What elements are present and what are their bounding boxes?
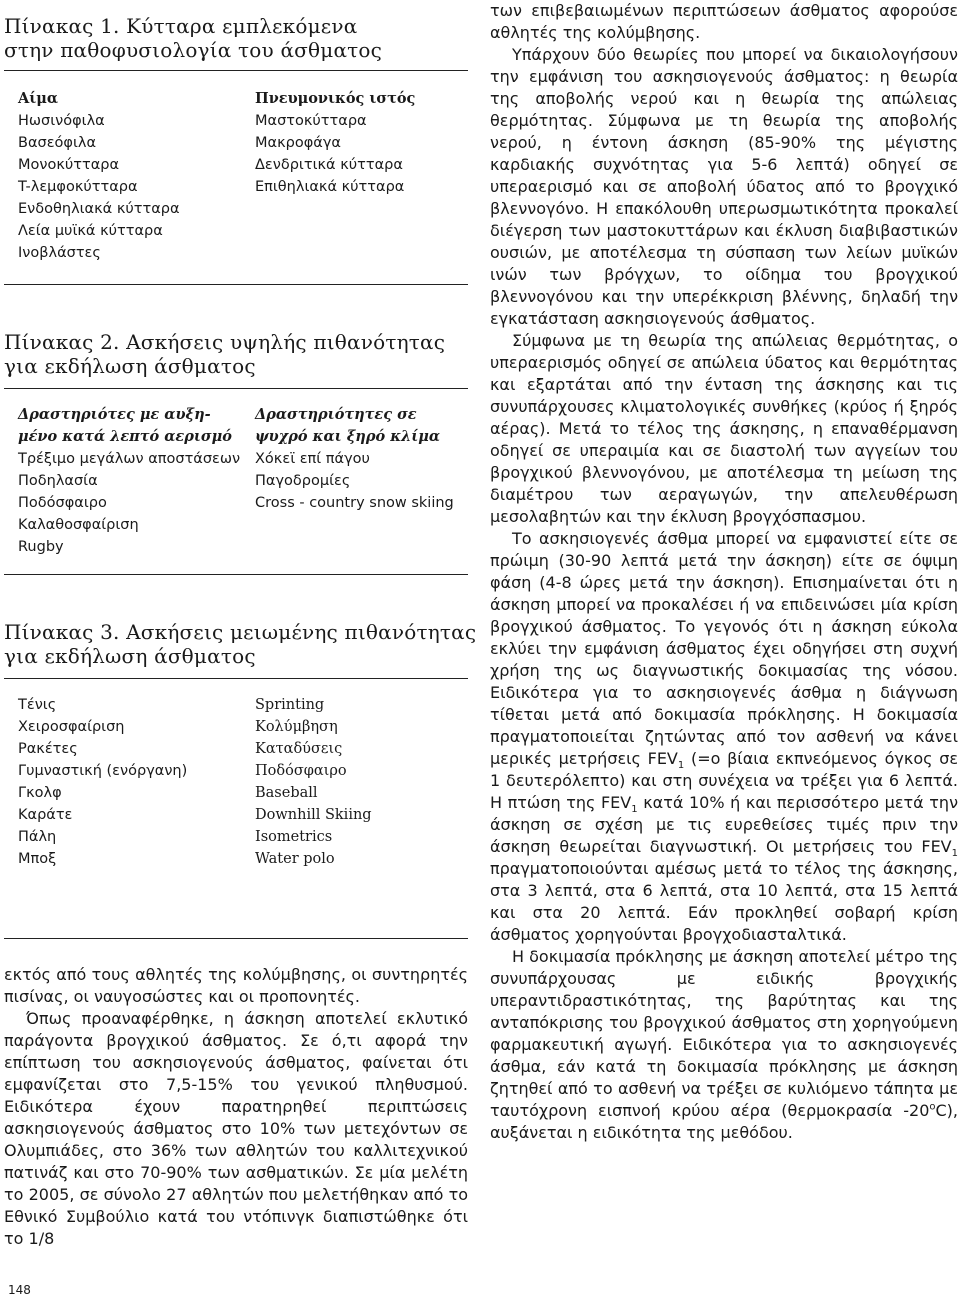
table3-left-column: Τένις Χειροσφαίριση Ρακέτες Γυμναστική (ενόργανη) Γκολφ Καράτε Πάλη Μποξ [18,697,188,867]
left-body-text [4,964,468,1250]
table3-title: Πίνακας 3. Ασκήσεις μειωμένης πιθανότητας για εκδήλωση άσθματος [4,620,477,668]
paragraph: Σύμφωνα με τη θεωρία της απώλειας θερμότητας, ο υπεραερισμός οδηγεί σε απώλεια ύδατος και θερμότητας και εξαρτάται από την ένταση της άσκησης και τις συνυπάρχουσες κλιματολογικές συνθήκες (κρύος ή ξηρός αέρας). Μετά το τέλος της άσκησης, η επαναθέρμανση οδηγεί σε υπεραιμία και σε διαστολή των αγγείων του βρογχικού βλεννογόνου, με αποτέλεσμα τη μείωση της διαμέτρου των αεραγωγών, την απελευθέρωση μεσολαβητών και την έκλυση βρογχόσπασμου. [490,331,958,526]
divider [4,938,468,939]
divider [4,388,468,389]
table1-left-column: Αίμα Ηωσινόφιλα Βασεόφιλα Μονοκύτταρα T-λεμφοκύτταρα Ενδοθηλιακά κύτταρα Λεία μυϊκά κύτταρα Ινοβλάστες [18,90,180,261]
table1-right-column: Πνευμονικός ιστός Μαστοκύτταρα Μακροφάγα Δενδριτικά κύτταρα Επιθηλιακά κύτταρα [255,90,416,195]
divider [4,284,468,285]
table2-title: Πίνακας 2. Ασκήσεις υψηλής πιθανότητας για εκδήλωση άσθματος [4,330,446,378]
paragraph: Όπως προαναφέρθηκε, η άσκηση αποτελεί εκλυτικό παράγοντα βρογχικού άσθματος. Σε ό,τι αφορά την επίπτωση του ασκησιογενούς άσθματος, φαίνεται ότι εμφανίζεται στο 7,5-15% του γενικού πληθυσμού. Ειδικότερα έχουν παρατηρηθεί περιπτώσεις ασκησιογενούς άσθματος στο 10% των μετεχόντων σε Ολυμπιάδες, στο 36% των αθλητών του καλλιτεχνικού πατινάζ και στο 70-90% των ασθματικών. Σε μία μελέτη το 2005, σε σύνολο 27 αθλητών που μελετήθηκαν από το Εθνικό Συμβούλιο κατά του ντόπινγκ διαπιστώθηκε ότι το 1/8 [4,1009,468,1248]
right-body-text [490,0,958,1144]
divider [4,70,468,71]
divider [4,574,468,575]
paragraph: των επιβεβαιωμένων περιπτώσεων άσθματος αφορούσε αθλητές της κολύμβησης. [490,1,958,42]
paragraph: εκτός από τους αθλητές της κολύμβησης, οι συντηρητές πισίνας, οι ναυγοσώστες και οι προπονητές. [4,965,468,1006]
table2-right-column: Δραστηριότητες σε ψυχρό και ξηρό κλίμα Χόκεϊ επί πάγου Παγοδρομίες Cross - country snow skiing [255,406,454,511]
paragraph: Η δοκιμασία πρόκλησης με άσκηση αποτελεί μέτρο της συνυπάρχουσας με ειδικής βρογχικής υπεραντιδραστικότητας, της βαρύτητας και της ανταπόκρισης του βρογχικού άσθματος στη χορηγούμενη φαρμακευτική αγωγή. Ειδικότερα για το ασκησιογενές άσθμα, εάν κατά τη δοκιμασία πρόκλησης με άσκηση ζητηθεί από το ασθενή να τρέξει σε κυλιόμενο τάπητα με ταυτόχρονη εισπνοή κρύου αέρα (θερμοκρασία $-20^oC$), αυξάνεται η ειδικότητα της μεθόδου. [490,947,958,1142]
table1-title: Πίνακας 1. Κύτταρα εμπλεκόμενα στην παθοφυσιολογία του άσθματος [4,14,383,62]
divider [4,678,468,679]
paragraph: Υπάρχουν δύο θεωρίες που μπορεί να δικαιολογήσουν την εμφάνιση του ασκησιογενούς άσθματος: η θεωρία της αποβολής νερού και η θεωρία της απώλειας θερμότητας. Σύμφωνα με τη θεωρία της αποβολής νερού, η έντονη άσκηση (85-90% της μέγιστης καρδιακής συχνότητας για 5-6 λεπτά) οδηγεί σε υπεραερισμό και σε αποβολή ύδατος από το βρογχικό βλεννογόνο. Η επακόλουθη υπερωσμωτικότητα προκαλεί διέγερση των μαστοκυττάρων και έκλυση διαβιβαστικών ουσιών, με αποτέλεσμα τη σύσπαση των λείων μυϊκών ινών των βρόγχων, το οίδημα του βρογχικού βλεννογόνου και την υπερέκκριση βλέννης, δηλαδή την εγκατάσταση ασκησιογενούς άσθματος. [490,45,958,328]
paragraph: Το ασκησιογενές άσθμα μπορεί να εμφανιστεί είτε σε πρώιμη (30-90 λεπτά μετά την άσκηση) είτε σε όψιμη φάση (4-8 ώρες μετά την άσκηση). Επισημαίνεται ότι η άσκηση μπορεί να προκαλέσει ή να επιδεινώσει μία κρίση βρογχικού άσθματος. Το γεγονός ότι η άσκηση εύκολα εκλύει την εμφάνιση άσθματος έχει οδηγήσει στη συχνή χρήση της ως διαγνωστικής δοκιμασίας της νόσου. Ειδικότερα για το ασκησιογενές άσθμα η διάγνωση τίθεται μετά από δοκιμασία πρόκλησης. Η δοκιμασία πραγματοποιείται ζητώντας από τον ασθενή να κάνει μερικές μετρήσεις $FEV_1$ (=ο βίαια εκπνεόμενος όγκος σε 1 δευτερόλεπτο) και στη συνέχεια να τρέξει για 6 λεπτά. Η πτώση της $FEV_1$ κατά 10% ή και περισσότερο μετά την άσκηση σε σχέση με τις ευρεθείσες τιμές πριν την άσκηση θεωρείται διαγνωστική. Οι μετρήσεις του $FEV_1$ πραγματοποιούνται αμέσως μετά το τέλος της άσκησης, στα 3 λεπτά, στα 6 λεπτά, στα 10 λεπτά, στα 15 λεπτά και στα 20 λεπτά. Εάν προκληθεί σοβαρή κρίση άσθματος χορηγούνται βρογχοδιασταλτικά. [490,529,959,944]
page-number: 148 [8,1283,31,1297]
table2-left-column: Δραστηριότες με αυξη- μένο κατά λεπτό αερισμό Τρέξιμο μεγάλων αποστάσεων Ποδηλασία Ποδόσφαιρο Καλαθοσφαίριση Rugby [18,406,241,555]
table3-right-column: Sprinting Κολύμβηση Καταδύσεις Ποδόσφαιρο Baseball Downhill Skiing Isometrics Water polo [255,697,372,867]
